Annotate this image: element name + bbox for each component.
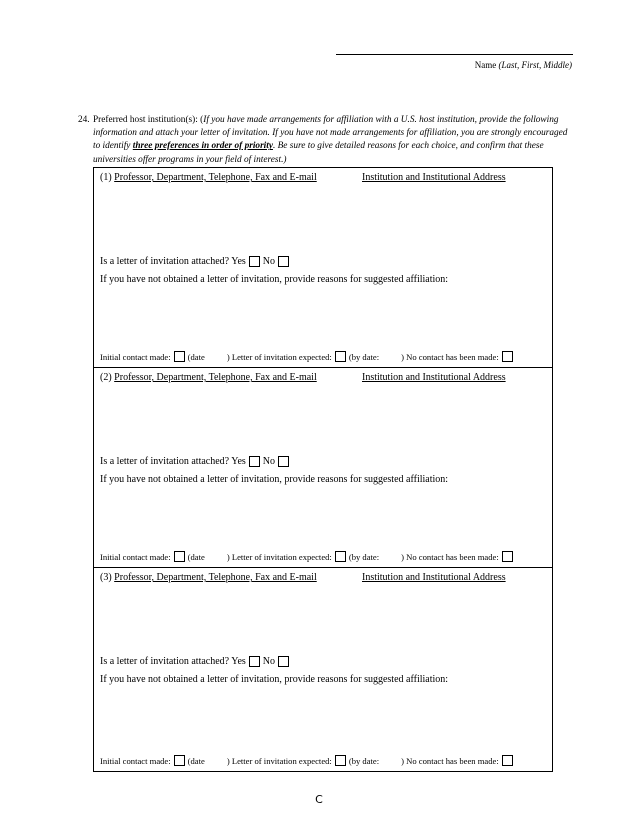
contact-column-header: (2) Professor, Department, Telephone, Fax and E-mail [100, 372, 317, 383]
no-contact-checkbox[interactable] [502, 755, 513, 766]
no-checkbox[interactable] [278, 656, 289, 667]
letter-expected-checkbox[interactable] [335, 351, 346, 362]
letter-attached-question: Is a letter of invitation attached? Yes No [100, 656, 292, 667]
letter-expected-checkbox[interactable] [335, 755, 346, 766]
question-text: Preferred host institution(s): (If you have made arrangements for affiliation with a U.S. host institution, provide the following information and attach your letter of invitation. If you have not made arrangements for affiliation, you are strongly encouraged to identify three preferences in order of priority. Be sure to give detailed reasons for each choice, and confirm that these universities offer programs in your field of interest.) [93, 115, 568, 165]
preference-entry-1[interactable] [94, 168, 552, 368]
yes-checkbox[interactable] [249, 656, 260, 667]
initial-contact-checkbox[interactable] [174, 551, 185, 562]
contact-status-row: Initial contact made: (date ) Letter of invitation expected: (by date: ) No contact has been made: [100, 551, 516, 562]
contact-column-header: (1) Professor, Department, Telephone, Fax and E-mail [100, 172, 317, 183]
question-number: 24. [78, 115, 90, 125]
letter-expected-checkbox[interactable] [335, 551, 346, 562]
reasons-prompt: If you have not obtained a letter of invitation, provide reasons for suggested affiliation: [100, 474, 449, 485]
letter-attached-question: Is a letter of invitation attached? Yes No [100, 456, 292, 467]
yes-checkbox[interactable] [249, 256, 260, 267]
contact-status-row: Initial contact made: (date ) Letter of invitation expected: (by date: ) No contact has been made: [100, 351, 516, 362]
initial-contact-checkbox[interactable] [174, 755, 185, 766]
institution-column-header: Institution and Institutional Address [362, 572, 506, 583]
reasons-prompt: If you have not obtained a letter of invitation, provide reasons for suggested affiliation: [100, 674, 449, 685]
name-label: Name (Last, First, Middle) [474, 60, 572, 70]
name-signature-line[interactable] [336, 54, 573, 55]
no-contact-checkbox[interactable] [502, 351, 513, 362]
contact-column-header: (3) Professor, Department, Telephone, Fax and E-mail [100, 572, 317, 583]
question-24 [78, 114, 576, 167]
letter-attached-question: Is a letter of invitation attached? Yes No [100, 256, 292, 267]
host-institution-table [93, 167, 553, 772]
page-letter: C [315, 793, 323, 806]
institution-column-header: Institution and Institutional Address [362, 372, 506, 383]
preference-entry-3[interactable] [94, 568, 552, 772]
initial-contact-checkbox[interactable] [174, 351, 185, 362]
reasons-prompt: If you have not obtained a letter of invitation, provide reasons for suggested affiliation: [100, 274, 449, 285]
yes-checkbox[interactable] [249, 456, 260, 467]
preference-entry-2[interactable] [94, 368, 552, 568]
contact-status-row: Initial contact made: (date ) Letter of invitation expected: (by date: ) No contact has been made: [100, 755, 516, 766]
institution-column-header: Institution and Institutional Address [362, 172, 506, 183]
no-contact-checkbox[interactable] [502, 551, 513, 562]
no-checkbox[interactable] [278, 456, 289, 467]
no-checkbox[interactable] [278, 256, 289, 267]
